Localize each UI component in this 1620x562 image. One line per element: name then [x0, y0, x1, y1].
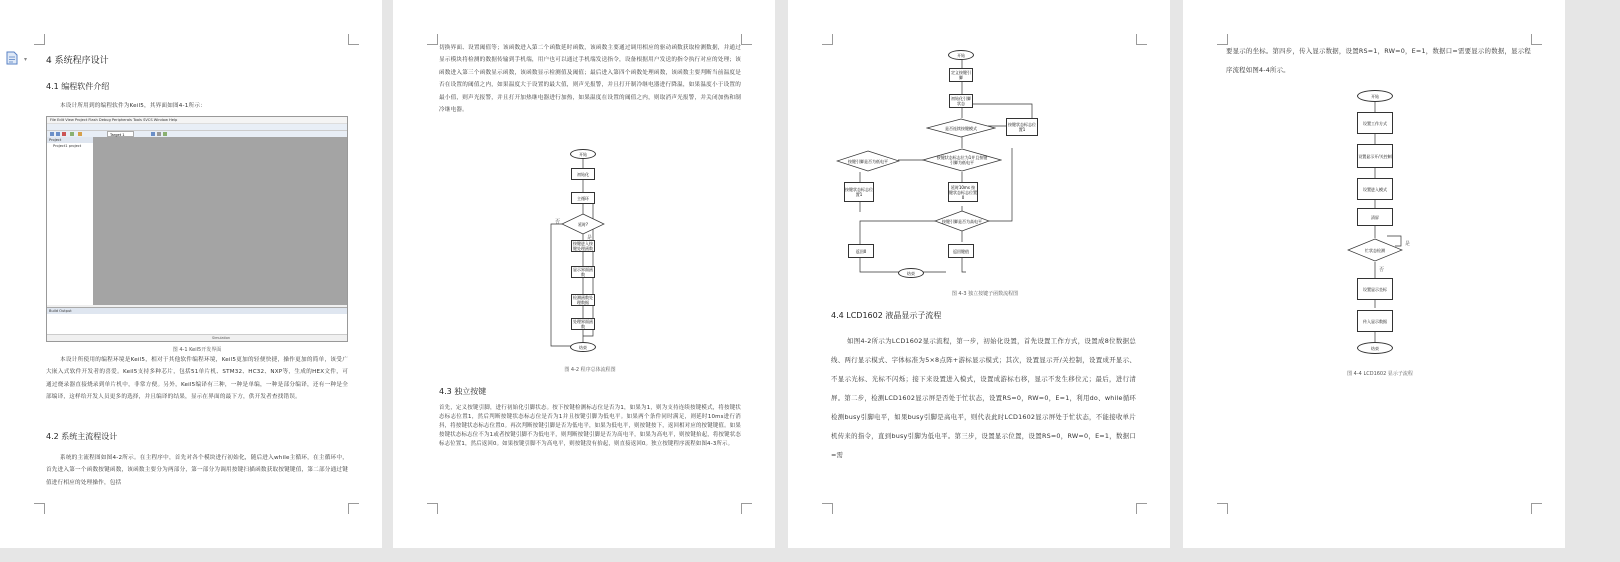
- flow-s5: 设置显示坐标: [1357, 278, 1393, 300]
- keil-build-output: [47, 307, 347, 336]
- crop-mark: [741, 34, 752, 45]
- crop-mark: [822, 34, 833, 45]
- figure-caption: 图 4-3 独立按键子函数流程图: [951, 291, 1019, 297]
- document-page-4: [1183, 0, 1565, 548]
- crop-mark: [1531, 503, 1542, 514]
- crop-mark: [34, 34, 45, 45]
- keil-target-select[interactable]: Target 1: [107, 131, 134, 137]
- flow-d1-label: 忙状态检测: [1365, 247, 1385, 253]
- flow-start: 开始: [948, 50, 974, 60]
- keil-status-bar: [47, 334, 347, 341]
- flow-decision-label: 延时?: [577, 221, 589, 227]
- flow-no-label: 否: [555, 219, 561, 225]
- figure-caption: 图 4-2 程序总体流程图: [564, 367, 616, 373]
- flow-define: 定义按键引脚: [951, 70, 971, 80]
- flow-d1-label: 是否连续按键模式: [945, 125, 977, 131]
- keil-toolbar: [47, 124, 347, 131]
- crop-mark: [1136, 503, 1147, 514]
- flow-process: 处理界面函数: [573, 319, 593, 329]
- keil-build-output-label: Build Output: [47, 308, 347, 314]
- document-page-1: [0, 0, 382, 548]
- flow-d2-label: 按键状态标志位为1并且按键引脚为低电平: [936, 155, 988, 165]
- subsection-title: 4.3 独立按键: [439, 387, 487, 396]
- keil-editor-area: [93, 137, 347, 305]
- crop-mark: [34, 503, 45, 514]
- flow-display: 显示界面函数: [573, 267, 593, 277]
- flow-key: 按键进入按键处理函数: [573, 241, 593, 251]
- flow-s6: 传入显示数据: [1357, 310, 1393, 332]
- flow-ret0: 返回0: [848, 244, 874, 258]
- body-paragraph: 如图4-2所示为LCD1602显示流程，第一步，初始化设置，首先设置工作方式，设置成8位数据总线、两行显示模式、字体标准为5×8点阵+游标显示模式；其次，设置显示开/关控制，设置成开显示、不显示光标、光标不闪烁；接下来设置进入模式，设置成游标右移，显示不发生移位元；最后，进行清屏。第二步，检测LCD1602显示屏是否处于忙状态，设置RS=0，RW=0，E=1，利用do、while循环检测busy引脚电平，如果busy引脚是高电平，则代表此时LCD1602显示屏处于忙状态，不能接收单片机传来的指令，直到busy引脚为低电平。第三步，设置显示位置，设置RS=0，RW=0，E=1，数据口=需: [831, 337, 1136, 459]
- crop-mark: [427, 503, 438, 514]
- crop-mark: [1217, 503, 1228, 514]
- flow-return-key: 按键状态标志位置1: [844, 182, 874, 202]
- flow-d3-label: 按键引脚是否为低电平: [848, 158, 888, 164]
- keil-project-label: Project: [47, 137, 93, 143]
- crop-mark: [1136, 34, 1147, 45]
- flow-s2: 设置显示开/关控制: [1357, 144, 1393, 168]
- flow-s3: 设置进入模式: [1357, 178, 1393, 200]
- subsection-title: 4.4 LCD1602 液晶显示子流程: [831, 311, 942, 320]
- flow-init: 初始化引脚状态: [951, 96, 971, 106]
- crop-mark: [348, 503, 359, 514]
- keil-status-text: Simulation: [212, 336, 231, 340]
- flow-d4-label: 按键引脚是否为高电平: [942, 218, 982, 224]
- collapse-arrow-icon[interactable]: ▾: [24, 56, 28, 63]
- flow-retkey: 返回键值: [948, 244, 974, 258]
- flow-no-label: 否: [1379, 267, 1385, 273]
- flow-start-oval: 开始: [1357, 90, 1393, 102]
- keil-project-item[interactable]: Project1 project: [53, 144, 82, 148]
- flow-end: 结束: [1357, 342, 1393, 354]
- subsection-title: 4.1 编程软件介绍: [46, 82, 110, 91]
- body-paragraph: 首先，定义按键引脚，进行初始化引脚状态。按下按键检测标志位是否为1，如果为1，则为支持连续按键模式，将按键状态标志位置1，然后判断按键状态标志位是否为1并且按键引脚为低电平。如果两个条件同时满足，则延时10ms进行消抖，将按键状态标志位置0。再次判断按键引脚是否为低电平，如果为低电平，则按键按下，返回相对应的按键键值。如果按键状态标志位不为1或者按键引脚不为低电平，则判断按键引脚是否为高电平，如果为高电平，则按键抬起，将按键状态标志位置1，然后返回0。如果按键引脚不为高电平，则按键没有抬起，则直接返回0。独立按键程序流程如图4-3所示。: [439, 405, 741, 447]
- crop-mark: [1531, 34, 1542, 45]
- flow-s4: 清屏: [1357, 208, 1393, 226]
- body-paragraph: 系统的主流程图如图4-2所示。在主程序中，首先对各个模块进行初始化，随后进入while主循环，在主循环中，首先进入第一个函数按键函数，该函数主要分为两部分，第一部分为调用按键扫描函数获取按键键值，第二部分通过键值进行相应的处理操作，包括: [46, 455, 348, 486]
- flow-start: 开始: [570, 149, 596, 159]
- figure-caption: 图 4-4 LCD1602 显示子流程: [1347, 371, 1413, 377]
- flow-s1: 设置工作方式: [1357, 112, 1393, 134]
- body-paragraph: 本设计所使用的编程环境是Keil5，相对于其他软件编程环境，Keil5更加的轻便快捷，操作更加的简单，该受广大嵌入式软件开发者的喜爱。Keil5支持多种芯片，包括51单片机、STM32、HC32、NXP等，生成的HEX文件，可通过烧录器直接烧录到单片机中，非常方便。另外，Keil5编译有三种，一种是单编，一种是部分编译，还有一种是全部编译，这样给开发人员更多的选择，并且编译的结果，显示在界面的最下方，供开发者查找错误。: [46, 357, 348, 401]
- crop-mark: [348, 34, 359, 45]
- crop-mark: [822, 503, 833, 514]
- body-paragraph: 要显示的坐标。第四步，传入显示数据，设置RS=1，RW=0，E=1，数据口=需要显示的数据，显示程序流程如图4-4所示。: [1226, 47, 1531, 74]
- keil-project-panel: [47, 137, 94, 305]
- intro-paragraph: 本设计所用到的编程软件为Keil5，其界面如图4-1所示：: [60, 103, 206, 109]
- flow-loop: 主循环: [571, 192, 595, 204]
- subsection-title: 4.2 系统主流程设计: [46, 432, 118, 441]
- flow-yes-label: 是: [587, 235, 593, 241]
- flow-yes-label: 是: [1405, 241, 1411, 247]
- crop-mark: [427, 34, 438, 45]
- flow-delay: 延时10ms 按键状态标志位置0: [948, 182, 978, 202]
- flow-set1: 按键状态标志位置1: [1006, 118, 1038, 136]
- flow-end: 结束: [898, 268, 924, 278]
- body-paragraph: 切换界面、设置阈值等；该函数进入第二个函数延时函数，该函数主要通过调用相应的驱动函数获取检测数据，并通过显示模块将检测的数据传输到手机端，用户也可以通过手机端发送指令，设备根据用户发送的指令执行对应的处理；该函数进入第三个函数显示函数，该函数显示检测值及阈值；最后进入第四个函数处理函数，该函数主要判断当前温度是否在设置的阈值之内，如果温度大于设置的最大值，则声光报警，并且打开制冷继电器进行降温，如果温度小于设置的最小值，则声光报警，并且打开加热继电器进行加热，如果温度在设置的阈值之内，则取消声光报警，并关闭加热和制冷继电器。: [439, 45, 741, 114]
- flow-end: 结束: [570, 342, 596, 352]
- section-title: 4 系统程序设计: [46, 56, 109, 66]
- flow-detect: 检测函数处理数据: [573, 295, 593, 305]
- figure-caption: 图 4-1 Keil5开发界面: [172, 347, 222, 353]
- document-page-3: [788, 0, 1170, 548]
- keil-screenshot: [46, 116, 348, 342]
- crop-mark: [741, 503, 752, 514]
- document-outline-icon[interactable]: [6, 51, 18, 65]
- document-page-2: [393, 0, 775, 548]
- flow-init: 初始化: [571, 168, 595, 180]
- keil-menu-bar: File Edit View Project Flash Debug Peripherals Tools SVCS Window Help: [47, 117, 347, 124]
